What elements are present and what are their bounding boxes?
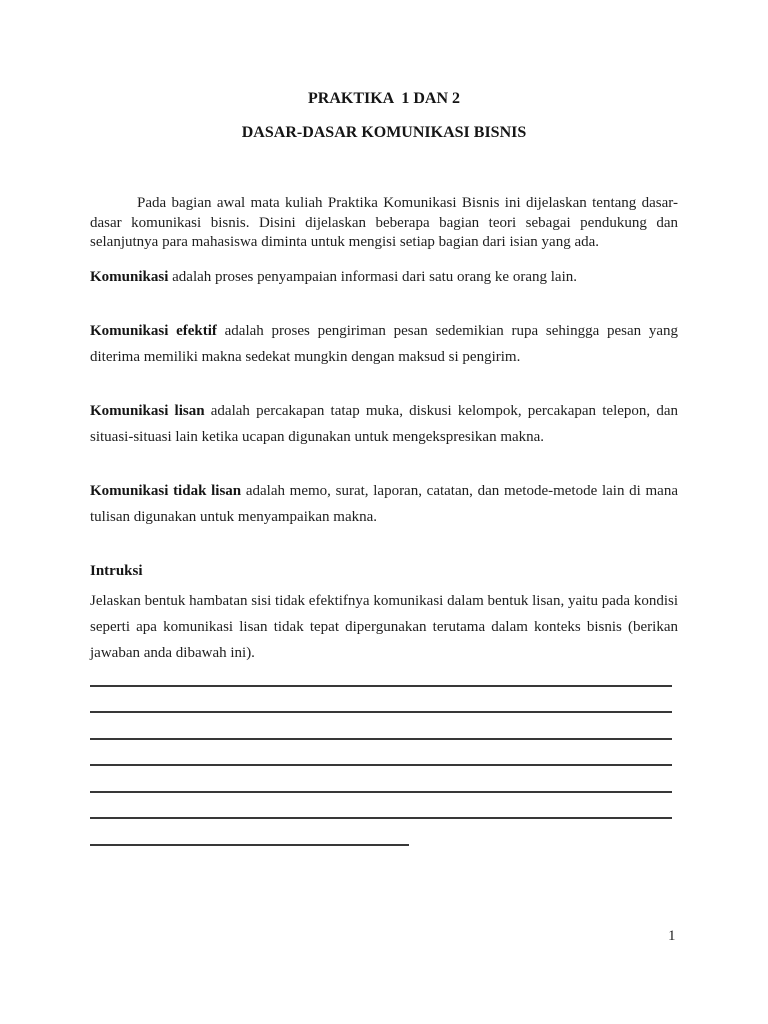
intro-paragraph: Pada bagian awal mata kuliah Praktika Komunikasi Bisnis ini dijelaskan tentang dasar-dasar komunikasi bisnis. Disini dijelaskan beberapa bagian teori sebagai pendukung dan selanjutnya para mahasiswa diminta untuk mengisi setiap bagian dari isian yang ada. [90,195,678,250]
instructions-paragraph: Jelaskan bentuk hambatan sisi tidak efektifnya komunikasi dalam bentuk lisan, yaitu pada kondisi seperti apa komunikasi lisan tidak tepat dipergunakan terutama dalam konteks bisnis (berikan jawaban anda dibawah ini). [90,592,678,661]
answer-line [90,687,672,714]
answer-line [90,740,672,767]
definition-term: Komunikasi [90,268,169,285]
definition-paragraph-komunikasi-tidak-lisan [90,478,678,530]
definition-text: adalah proses pengiriman pesan sedemikian rupa sehingga pesan yang diterima memiliki makna sedekat mungkin dengan maksud si pengirim. [90,322,678,365]
definition-term: Komunikasi lisan [90,402,205,419]
answer-lines-block [90,666,678,846]
answer-line [90,793,672,820]
answer-line [90,766,672,793]
definition-text: adalah percakapan tatap muka, diskusi kelompok, percakapan telepon, dan situasi-situasi lain ketika ucapan digunakan untuk mengekspresikan makna. [90,402,678,445]
definition-text: adalah memo, surat, laporan, catatan, dan metode-metode lain di mana tulisan digunakan untuk menyampaikan makna. [90,482,678,525]
answer-line [90,666,672,687]
definition-paragraph-komunikasi-lisan [90,398,678,450]
definition-term: Komunikasi tidak lisan [90,482,242,499]
page-number: 1 [668,928,676,944]
answer-line [90,713,672,740]
document-content [90,88,678,846]
definition-text: adalah proses penyampaian informasi dari satu orang ke orang lain. [172,268,577,285]
instructions-heading: Intruksi [90,562,143,579]
definition-term: Komunikasi efektif [90,322,217,339]
answer-line-short [90,819,409,846]
definition-paragraph-komunikasi [90,264,678,290]
doc-title: PRAKTIKA 1 DAN 2 [307,90,460,107]
definition-paragraph-komunikasi-efektif [90,318,678,370]
doc-subtitle: DASAR-DASAR KOMUNIKASI BISNIS [241,124,527,141]
